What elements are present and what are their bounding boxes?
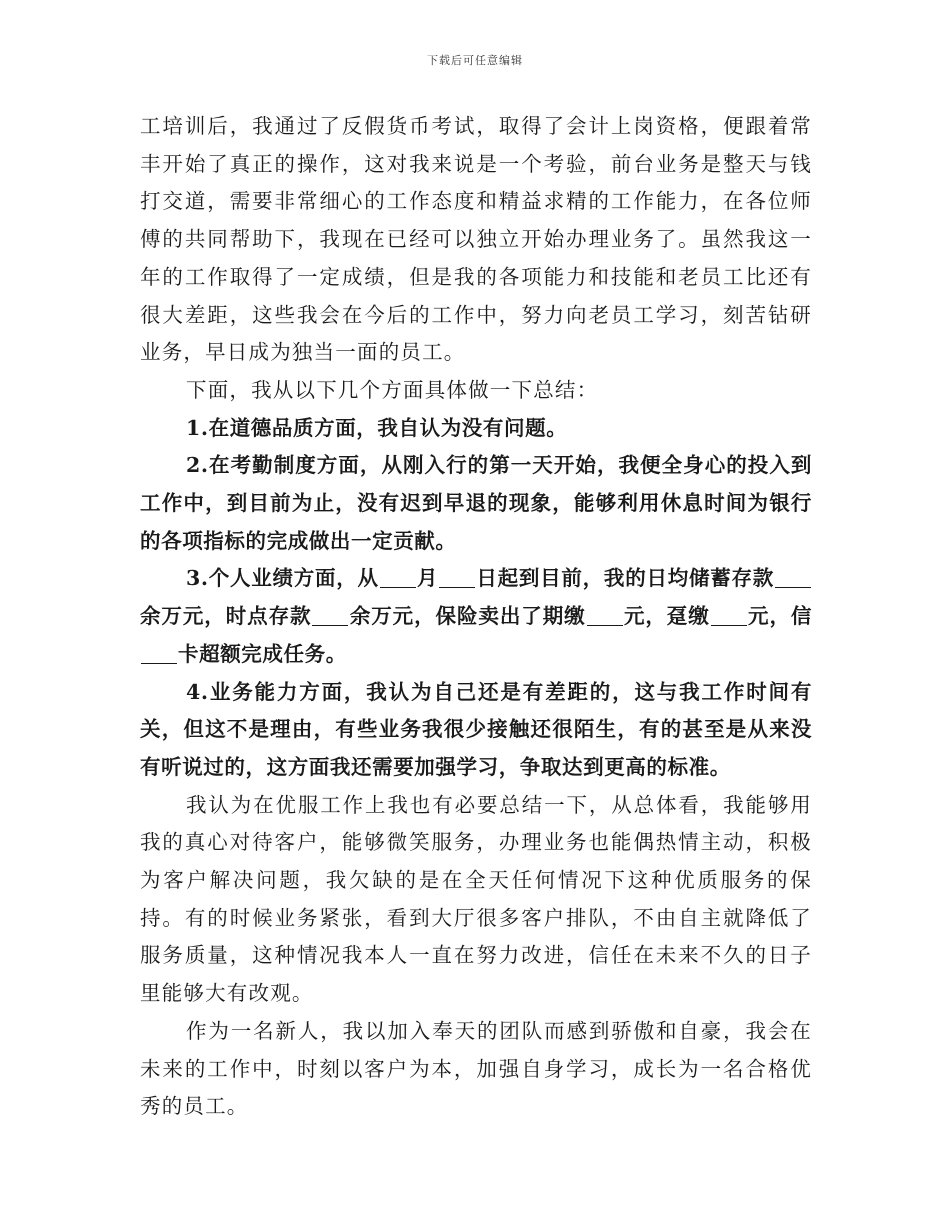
performance-text-6: 元，趸缴 [623,604,710,629]
page-header: 下载后可任意编辑 [427,54,523,67]
performance-text-8: 卡超额完成任务。 [178,641,347,666]
blank-day [439,567,475,589]
blank-daily-deposit [775,567,811,589]
blank-month [380,567,416,589]
performance-text-7: 元，信 [747,604,812,629]
paragraph-conclusion: 作为一名新人，我以加入奉天的团队而感到骄傲和自豪，我会在未来的工作中，时刻以客户为本，加强自身学习，成长为一名合格优秀的员工。 [140,1018,812,1119]
blank-point-deposit [312,605,348,627]
performance-text-4: 余万元，时点存款 [140,604,312,629]
paragraph-attendance: 2.在考勤制度方面，从刚入行的第一天开始，我便全身心的投入到工作中，到目前为止，没有迟到早退的现象，能够利用休息时间为银行的各项指标的完成做出一定贡献。 [140,453,812,553]
performance-text-2: 月 [416,566,439,591]
performance-text-1: 3.个人业绩方面，从 [186,566,379,591]
document-body [140,108,812,1126]
paragraph-summary-intro: 下面，我从以下几个方面具体做一下总结： [186,377,599,402]
blank-lump-sum [711,605,747,627]
paragraph-performance [140,560,812,673]
paragraph-moral-quality: 1.在道德品质方面，我自认为没有问题。 [186,415,568,440]
performance-text-3: 日起到目前，我的日均储蓄存款 [476,566,774,591]
paragraph-service: 我认为在优服工作上我也有必要总结一下，从总体看，我能够用我的真心对待客户，能够微笑服务，办理业务也能偶热情主动，积极为客户解决问题，我欠缺的是在全天任何情况下这种优质服务的保持。有的时候业务紧张，看到大厅很多客户排队，不由自主就降低了服务质量，这种情况我本人一直在努力改进，信任在未来不久的日子里能够大有改观。 [140,792,812,1006]
paragraph-business-ability: 4.业务能力方面，我认为自己还是有差距的，这与我工作时间有关，但这不是理由，有些业务我很少接触还很陌生，有的甚至是从来没有听说过的，这方面我还需要加强学习，争取达到更高的标准。 [140,679,812,779]
performance-text-5: 余万元，保险卖出了期缴 [349,604,586,629]
paragraph-training: 工培训后，我通过了反假货币考试，取得了会计上岗资格，便跟着常丰开始了真正的操作，这对我来说是一个考验，前台业务是整天与钱打交道，需要非常细心的工作态度和精益求精的工作能力，在各位师傅的共同帮助下，我现在已经可以独立开始办理业务了。虽然我这一年的工作取得了一定成绩，但是我的各项能力和技能和老员工比还有很大差距，这些我会在今后的工作中，努力向老员工学习，刻苦钻研业务，早日成为独当一面的员工。 [140,114,812,365]
blank-card [141,642,177,664]
blank-installment [587,605,623,627]
